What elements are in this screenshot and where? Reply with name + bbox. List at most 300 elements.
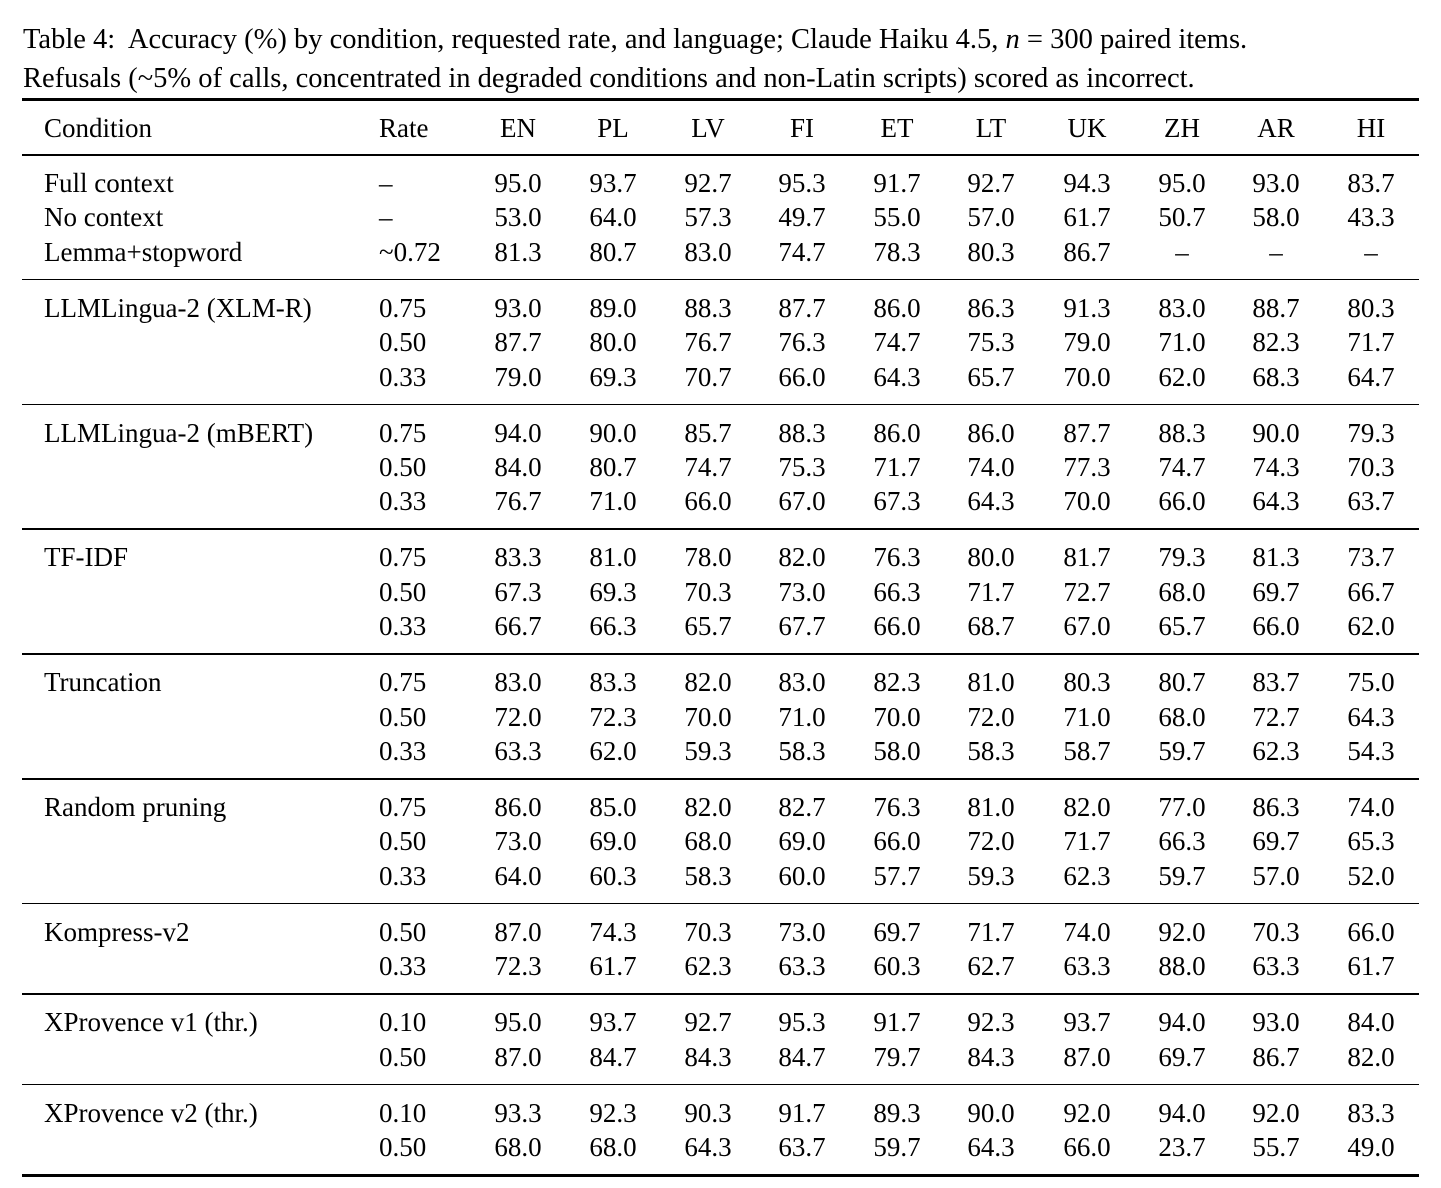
value-cell: 88.7 — [1252, 292, 1300, 323]
value-cell: 93.3 — [494, 1097, 542, 1128]
rate-cell: 0.75 — [379, 542, 427, 573]
value-cell: 82.7 — [778, 792, 826, 822]
rate-cell: 0.50 — [379, 916, 427, 947]
value-cell: 86.0 — [967, 417, 1015, 448]
value-cell: 94.0 — [1158, 1007, 1206, 1038]
value-cell: 69.7 — [1252, 576, 1300, 607]
value-cell: 68.0 — [494, 1132, 542, 1162]
value-cell: 63.3 — [1063, 951, 1111, 982]
column-header-pl: PL — [597, 113, 629, 143]
condition-label: Truncation — [44, 667, 162, 698]
value-cell: 93.0 — [1252, 1007, 1300, 1038]
value-cell: 70.0 — [684, 701, 732, 732]
value-cell: 86.0 — [873, 417, 921, 448]
value-cell: 81.7 — [1063, 542, 1111, 573]
value-cell: 81.0 — [967, 792, 1015, 822]
group-rule — [22, 903, 1419, 905]
value-cell: 76.3 — [873, 792, 921, 822]
rate-cell: 0.33 — [379, 361, 427, 392]
value-cell: 67.3 — [494, 576, 542, 607]
column-header-fi: FI — [789, 113, 815, 143]
value-cell: 59.3 — [684, 736, 732, 766]
value-cell: 66.3 — [873, 576, 921, 607]
rate-cell: 0.75 — [379, 667, 427, 698]
value-cell: 68.0 — [589, 1132, 637, 1162]
value-cell: 23.7 — [1158, 1132, 1206, 1162]
value-cell: 71.7 — [967, 916, 1015, 947]
column-header-rate: Rate — [379, 113, 429, 143]
value-cell: 84.7 — [589, 1041, 637, 1072]
value-cell: 80.0 — [589, 327, 637, 358]
value-cell: 70.0 — [1063, 361, 1111, 392]
column-header-zh: ZH — [1164, 113, 1200, 143]
condition-label: XProvence v1 (thr.) — [44, 1007, 258, 1038]
value-cell: 84.0 — [1347, 1007, 1395, 1038]
value-cell: 72.0 — [494, 701, 542, 732]
value-cell: 65.7 — [967, 361, 1015, 392]
value-cell: 54.3 — [1347, 736, 1395, 766]
column-header-condition: Condition — [44, 113, 153, 143]
value-cell: 93.0 — [1252, 168, 1300, 198]
value-cell: 80.7 — [589, 236, 637, 267]
condition-label: XProvence v2 (thr.) — [44, 1097, 258, 1128]
value-cell: 95.0 — [494, 1007, 542, 1038]
value-cell: 69.0 — [589, 826, 637, 857]
value-cell: 80.3 — [1347, 292, 1395, 323]
value-cell: 72.7 — [1252, 701, 1300, 732]
value-cell: 67.0 — [1063, 611, 1111, 642]
value-cell: 70.3 — [1252, 916, 1300, 947]
value-cell: 91.7 — [873, 168, 921, 198]
value-cell: 88.0 — [1158, 951, 1206, 982]
value-cell: 59.7 — [873, 1132, 921, 1162]
value-cell: 80.3 — [967, 236, 1015, 267]
value-cell: 66.0 — [1063, 1132, 1111, 1162]
value-cell: 88.3 — [778, 417, 826, 448]
value-cell: 60.3 — [873, 951, 921, 982]
value-cell: 61.7 — [1347, 951, 1395, 982]
value-cell: 90.0 — [967, 1097, 1015, 1128]
value-cell: 55.0 — [873, 202, 921, 233]
value-cell: 70.0 — [1063, 486, 1111, 517]
value-cell: 89.3 — [873, 1097, 921, 1128]
group-rule — [22, 993, 1419, 995]
value-cell: 74.3 — [589, 916, 637, 947]
value-cell: 88.3 — [684, 292, 732, 323]
value-cell: 65.7 — [684, 611, 732, 642]
value-cell: 87.0 — [1063, 1041, 1111, 1072]
value-cell: 76.3 — [778, 327, 826, 358]
value-cell: 93.7 — [589, 168, 637, 198]
value-cell: 94.3 — [1063, 168, 1111, 198]
value-cell: 71.7 — [1063, 826, 1111, 857]
value-cell: 74.3 — [1252, 452, 1300, 482]
value-cell: 74.0 — [1063, 916, 1111, 947]
rate-cell: 0.33 — [379, 736, 427, 766]
value-cell: 80.7 — [589, 452, 637, 482]
value-cell: 80.0 — [967, 542, 1015, 573]
value-cell: 82.3 — [1252, 327, 1300, 358]
condition-label: Lemma+stopword — [44, 236, 243, 267]
value-cell: 72.3 — [494, 951, 542, 982]
caption-line-1 — [23, 20, 1433, 59]
value-cell: 71.0 — [1063, 701, 1111, 732]
value-cell: 60.3 — [589, 860, 637, 891]
value-cell: 85.7 — [684, 417, 732, 448]
value-cell: 86.0 — [494, 792, 542, 822]
value-cell: 93.0 — [494, 292, 542, 323]
value-cell: 94.0 — [494, 417, 542, 448]
value-cell: 75.3 — [967, 327, 1015, 358]
value-cell: 61.7 — [1063, 202, 1111, 233]
value-cell: 59.7 — [1158, 736, 1206, 766]
rate-cell: ~0.72 — [379, 236, 441, 267]
value-cell: 87.0 — [494, 916, 542, 947]
condition-label: No context — [44, 202, 164, 233]
value-cell: 43.3 — [1347, 202, 1395, 233]
value-cell: 82.0 — [1347, 1041, 1395, 1072]
value-cell: 77.3 — [1063, 452, 1111, 482]
value-cell: 79.0 — [1063, 327, 1111, 358]
value-cell: 63.3 — [494, 736, 542, 766]
value-cell: 49.0 — [1347, 1132, 1395, 1162]
value-cell: 81.0 — [589, 542, 637, 573]
caption-text-a: Accuracy (%) by condition, requested rate, and language; Claude Haiku 4.5, — [127, 24, 999, 55]
value-cell: 83.3 — [494, 542, 542, 573]
value-cell: 68.3 — [1252, 361, 1300, 392]
value-cell: 90.3 — [684, 1097, 732, 1128]
column-header-en: EN — [500, 113, 536, 143]
value-cell: 91.7 — [873, 1007, 921, 1038]
value-cell: 59.3 — [967, 860, 1015, 891]
rate-cell: 0.33 — [379, 951, 427, 982]
value-cell: 90.0 — [1252, 417, 1300, 448]
rate-cell: 0.75 — [379, 792, 427, 822]
value-cell: 64.3 — [1347, 701, 1395, 732]
value-cell: 74.7 — [684, 452, 732, 482]
value-cell: 71.7 — [1347, 327, 1395, 358]
value-cell: 66.7 — [494, 611, 542, 642]
value-cell: 63.7 — [778, 1132, 826, 1162]
value-cell: 82.0 — [684, 792, 732, 822]
value-cell: 62.3 — [684, 951, 732, 982]
value-cell: 66.0 — [873, 611, 921, 642]
group-rule — [22, 653, 1419, 655]
column-header-ar: AR — [1257, 113, 1295, 143]
value-cell: 79.3 — [1347, 417, 1395, 448]
value-cell: 64.0 — [494, 860, 542, 891]
value-cell: 66.7 — [1347, 576, 1395, 607]
value-cell: 70.3 — [684, 916, 732, 947]
value-cell: 81.0 — [967, 667, 1015, 698]
condition-label: Random pruning — [44, 792, 227, 822]
column-header-uk: UK — [1067, 113, 1107, 143]
value-cell: 68.0 — [1158, 576, 1206, 607]
value-cell: 71.7 — [873, 452, 921, 482]
value-cell: 62.0 — [1347, 611, 1395, 642]
rate-cell: 0.10 — [379, 1007, 427, 1038]
value-cell: 92.0 — [1252, 1097, 1300, 1128]
rate-cell: – — [379, 202, 393, 233]
value-cell: 87.7 — [494, 327, 542, 358]
value-cell: 57.0 — [1252, 860, 1300, 891]
value-cell: 70.3 — [1347, 452, 1395, 482]
value-cell: 79.3 — [1158, 542, 1206, 573]
value-cell: 91.3 — [1063, 292, 1111, 323]
value-cell: 60.0 — [778, 860, 826, 891]
value-cell: 84.7 — [778, 1041, 826, 1072]
value-cell: 73.0 — [778, 576, 826, 607]
rate-cell: 0.50 — [379, 1041, 427, 1072]
value-cell: 63.3 — [778, 951, 826, 982]
value-cell: 80.7 — [1158, 667, 1206, 698]
value-cell: 68.0 — [684, 826, 732, 857]
value-cell: 70.7 — [684, 361, 732, 392]
value-cell: 64.3 — [967, 1132, 1015, 1162]
value-cell: – — [1269, 236, 1283, 267]
value-cell: 62.3 — [1252, 736, 1300, 766]
value-cell: 79.0 — [494, 361, 542, 392]
value-cell: 58.3 — [778, 736, 826, 766]
value-cell: 59.7 — [1158, 860, 1206, 891]
value-cell: 93.7 — [1063, 1007, 1111, 1038]
value-cell: 91.7 — [778, 1097, 826, 1128]
value-cell: 78.0 — [684, 542, 732, 573]
value-cell: 88.3 — [1158, 417, 1206, 448]
rate-cell: 0.75 — [379, 417, 427, 448]
value-cell: 67.7 — [778, 611, 826, 642]
value-cell: 95.3 — [778, 168, 826, 198]
value-cell: 87.7 — [778, 292, 826, 323]
value-cell: 81.3 — [494, 236, 542, 267]
value-cell: 71.7 — [967, 576, 1015, 607]
condition-label: LLMLingua-2 (XLM-R) — [44, 292, 312, 323]
value-cell: 86.3 — [967, 292, 1015, 323]
value-cell: 66.3 — [1158, 826, 1206, 857]
condition-label: TF-IDF — [44, 542, 129, 573]
value-cell: 84.3 — [684, 1041, 732, 1072]
value-cell: 68.0 — [1158, 701, 1206, 732]
value-cell: 57.3 — [684, 202, 732, 233]
value-cell: 66.0 — [684, 486, 732, 517]
value-cell: 74.7 — [1158, 452, 1206, 482]
value-cell: 82.0 — [778, 542, 826, 573]
value-cell: 93.7 — [589, 1007, 637, 1038]
condition-label: Kompress-v2 — [44, 916, 190, 947]
caption-n-symbol: n — [1005, 24, 1020, 55]
value-cell: 69.7 — [873, 916, 921, 947]
value-cell: 90.0 — [589, 417, 637, 448]
caption-text-b: = 300 paired items. — [1026, 24, 1248, 55]
rate-cell: – — [379, 168, 393, 198]
value-cell: 95.3 — [778, 1007, 826, 1038]
value-cell: 76.7 — [684, 327, 732, 358]
column-header-lv: LV — [691, 113, 725, 143]
value-cell: 67.3 — [873, 486, 921, 517]
value-cell: 95.0 — [1158, 168, 1206, 198]
value-cell: 92.7 — [684, 168, 732, 198]
value-cell: 57.0 — [967, 202, 1015, 233]
rate-cell: 0.33 — [379, 860, 427, 891]
value-cell: 72.3 — [589, 701, 637, 732]
value-cell: 69.3 — [589, 361, 637, 392]
rate-cell: 0.50 — [379, 576, 427, 607]
value-cell: 83.0 — [778, 667, 826, 698]
value-cell: 74.7 — [778, 236, 826, 267]
condition-label: Full context — [44, 168, 174, 198]
value-cell: 82.0 — [684, 667, 732, 698]
rate-cell: 0.50 — [379, 701, 427, 732]
value-cell: 66.0 — [1347, 916, 1395, 947]
value-cell: 71.0 — [778, 701, 826, 732]
rate-cell: 0.50 — [379, 327, 427, 358]
table-top-rule — [22, 98, 1419, 101]
header-rule — [22, 154, 1419, 156]
value-cell: 74.7 — [873, 327, 921, 358]
group-rule — [22, 528, 1419, 530]
value-cell: 68.7 — [967, 611, 1015, 642]
column-header-hi: HI — [1356, 113, 1386, 143]
value-cell: 61.7 — [589, 951, 637, 982]
value-cell: 69.7 — [1252, 826, 1300, 857]
group-rule — [22, 279, 1419, 281]
value-cell: – — [1175, 236, 1189, 267]
value-cell: 86.3 — [1252, 792, 1300, 822]
group-rule — [22, 1084, 1419, 1086]
table-caption — [23, 20, 1433, 98]
rate-cell: 0.33 — [379, 486, 427, 517]
rate-cell: 0.50 — [379, 452, 427, 482]
value-cell: 83.0 — [494, 667, 542, 698]
value-cell: 57.7 — [873, 860, 921, 891]
value-cell: 95.0 — [494, 168, 542, 198]
value-cell: 69.7 — [1158, 1041, 1206, 1072]
value-cell: 64.3 — [967, 486, 1015, 517]
value-cell: 80.3 — [1063, 667, 1111, 698]
caption-label: Table 4: — [23, 24, 116, 55]
value-cell: 63.7 — [1347, 486, 1395, 517]
value-cell: 73.0 — [778, 916, 826, 947]
value-cell: 58.7 — [1063, 736, 1111, 766]
value-cell: 78.3 — [873, 236, 921, 267]
value-cell: 64.3 — [873, 361, 921, 392]
value-cell: 72.0 — [967, 826, 1015, 857]
value-cell: 74.0 — [1347, 792, 1395, 822]
value-cell: 69.0 — [778, 826, 826, 857]
value-cell: 62.3 — [1063, 860, 1111, 891]
value-cell: 64.0 — [589, 202, 637, 233]
value-cell: 92.7 — [967, 168, 1015, 198]
value-cell: 67.0 — [778, 486, 826, 517]
value-cell: 92.0 — [1063, 1097, 1111, 1128]
value-cell: 83.0 — [684, 236, 732, 267]
value-cell: 82.0 — [1063, 792, 1111, 822]
value-cell: 58.0 — [1252, 202, 1300, 233]
value-cell: 87.0 — [494, 1041, 542, 1072]
value-cell: 66.3 — [589, 611, 637, 642]
table-bottom-rule — [22, 1174, 1419, 1177]
value-cell: 73.7 — [1347, 542, 1395, 573]
column-header-et: ET — [880, 113, 914, 143]
value-cell: 66.0 — [1252, 611, 1300, 642]
value-cell: 81.3 — [1252, 542, 1300, 573]
value-cell: 92.3 — [589, 1097, 637, 1128]
value-cell: 66.0 — [1158, 486, 1206, 517]
rate-cell: 0.50 — [379, 826, 427, 857]
column-header-lt: LT — [975, 113, 1007, 143]
value-cell: 89.0 — [589, 292, 637, 323]
value-cell: – — [1364, 236, 1378, 267]
value-cell: 83.3 — [1347, 1097, 1395, 1128]
value-cell: 84.0 — [494, 452, 542, 482]
group-rule — [22, 778, 1419, 780]
value-cell: 53.0 — [494, 202, 542, 233]
value-cell: 58.0 — [873, 736, 921, 766]
value-cell: 70.0 — [873, 701, 921, 732]
rate-cell: 0.50 — [379, 1132, 427, 1162]
rate-cell: 0.75 — [379, 292, 427, 323]
value-cell: 63.3 — [1252, 951, 1300, 982]
value-cell: 83.7 — [1347, 168, 1395, 198]
value-cell: 65.7 — [1158, 611, 1206, 642]
condition-label: LLMLingua-2 (mBERT) — [44, 417, 314, 448]
rate-cell: 0.10 — [379, 1097, 427, 1128]
value-cell: 92.0 — [1158, 916, 1206, 947]
value-cell: 85.0 — [589, 792, 637, 822]
value-cell: 66.0 — [778, 361, 826, 392]
value-cell: 71.0 — [589, 486, 637, 517]
value-cell: 71.0 — [1158, 327, 1206, 358]
value-cell: 72.0 — [967, 701, 1015, 732]
group-rule — [22, 404, 1419, 406]
value-cell: 69.3 — [589, 576, 637, 607]
value-cell: 87.7 — [1063, 417, 1111, 448]
value-cell: 92.3 — [967, 1007, 1015, 1038]
value-cell: 76.7 — [494, 486, 542, 517]
value-cell: 72.7 — [1063, 576, 1111, 607]
value-cell: 65.3 — [1347, 826, 1395, 857]
value-cell: 86.7 — [1252, 1041, 1300, 1072]
value-cell: 62.0 — [1158, 361, 1206, 392]
value-cell: 62.0 — [589, 736, 637, 766]
value-cell: 49.7 — [778, 202, 826, 233]
value-cell: 83.7 — [1252, 667, 1300, 698]
value-cell: 64.3 — [1252, 486, 1300, 517]
value-cell: 79.7 — [873, 1041, 921, 1072]
value-cell: 77.0 — [1158, 792, 1206, 822]
value-cell: 70.3 — [684, 576, 732, 607]
value-cell: 64.7 — [1347, 361, 1395, 392]
value-cell: 86.0 — [873, 292, 921, 323]
value-cell: 75.3 — [778, 452, 826, 482]
value-cell: 83.0 — [1158, 292, 1206, 323]
value-cell: 62.7 — [967, 951, 1015, 982]
value-cell: 74.0 — [967, 452, 1015, 482]
value-cell: 83.3 — [589, 667, 637, 698]
value-cell: 52.0 — [1347, 860, 1395, 891]
value-cell: 75.0 — [1347, 667, 1395, 698]
value-cell: 82.3 — [873, 667, 921, 698]
value-cell: 94.0 — [1158, 1097, 1206, 1128]
value-cell: 55.7 — [1252, 1132, 1300, 1162]
value-cell: 73.0 — [494, 826, 542, 857]
value-cell: 58.3 — [967, 736, 1015, 766]
value-cell: 66.0 — [873, 826, 921, 857]
value-cell: 86.7 — [1063, 236, 1111, 267]
value-cell: 84.3 — [967, 1041, 1015, 1072]
value-cell: 58.3 — [684, 860, 732, 891]
value-cell: 76.3 — [873, 542, 921, 573]
